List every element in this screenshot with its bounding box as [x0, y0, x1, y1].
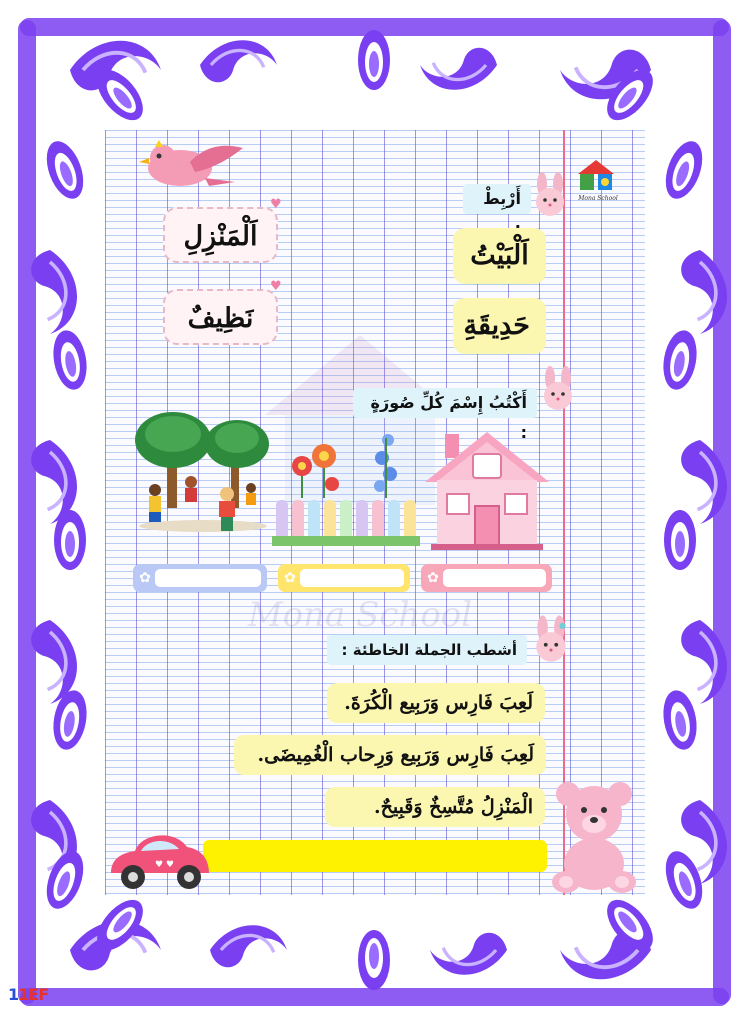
picture-name-field[interactable]: [133, 564, 267, 592]
heart-icon: ♥: [270, 279, 282, 294]
pink-house-picture: [423, 430, 551, 550]
connect-heading: أَرْبِطْ: [463, 184, 531, 214]
word-card-right[interactable]: حَدِيقَةِ: [453, 298, 546, 354]
sentence-option[interactable]: لَعِبَ فَارِس وَرَبِيع وَرِحاب الْغُمِيضَى.: [234, 735, 546, 775]
word-card-left[interactable]: نَظِيفٌ: [163, 289, 278, 345]
corner-logo-part: 1EF: [18, 985, 49, 1004]
word-card-right[interactable]: اَلْبَيْتُ: [453, 228, 546, 284]
bird-icon: [135, 138, 245, 193]
flower-icon: ✿: [427, 570, 439, 586]
logo-text: Mona School: [578, 195, 618, 202]
sentence-option[interactable]: لَعِبَ فَارِس وَرَبِيع الْكُرَةَ.: [327, 683, 545, 723]
heart-icon: ♥: [270, 197, 282, 212]
children-trees-picture: [133, 408, 273, 548]
picture-name-field[interactable]: [421, 564, 552, 592]
bunny-icon: [538, 366, 578, 411]
house-logo-icon: [576, 158, 616, 194]
flower-garden-picture: [272, 428, 420, 552]
flower-icon: ✿: [284, 570, 296, 586]
write-heading: أَكْتُبُ إِسْمَ كُلِّ صُورَةٍ :: [353, 388, 537, 418]
answer-bar[interactable]: [203, 840, 547, 872]
corner-logo-part: 1: [8, 985, 19, 1004]
bunny-icon: [530, 172, 570, 217]
picture-name-field[interactable]: [278, 564, 410, 592]
bunny-icon: [530, 615, 572, 663]
sentence-option[interactable]: الْمَنْزِلُ مُتَّسِخٌ وَقَبِيحٌ.: [325, 787, 545, 827]
car-icon: [105, 823, 213, 893]
corner-logo: [8, 985, 48, 1004]
word-card-left[interactable]: اَلْمَنْزِلِ: [163, 207, 278, 263]
watermark-text: Mona School: [247, 595, 473, 635]
svg-text:♥ ♥: ♥ ♥: [155, 860, 174, 870]
teddy-bear-icon: [546, 778, 642, 896]
flower-icon: ✿: [139, 570, 151, 586]
strike-heading: أشطب الجملة الخاطئة :: [327, 635, 527, 665]
